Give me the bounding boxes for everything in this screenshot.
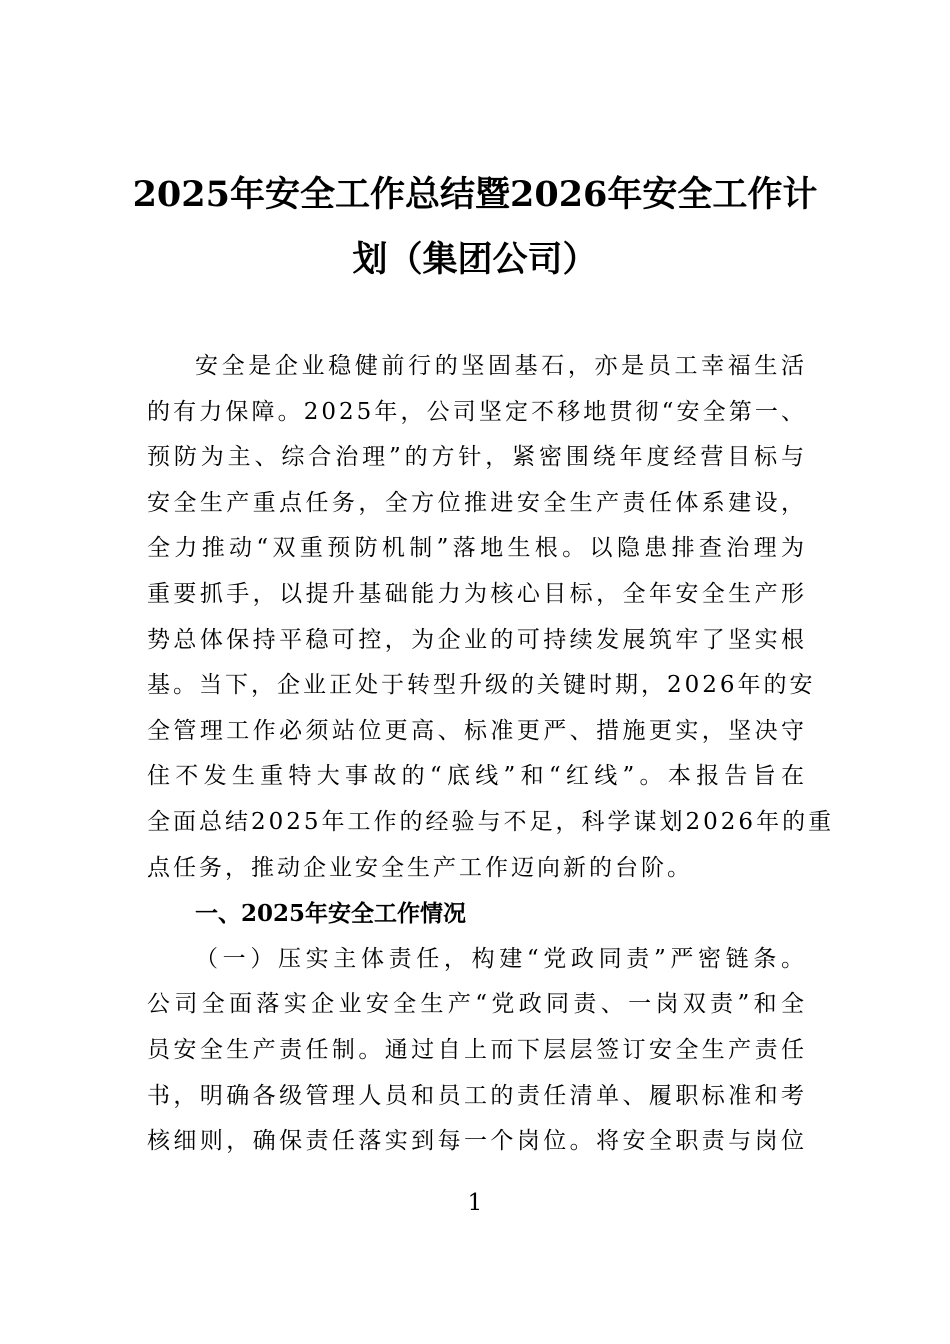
paragraph-line: 公司全面落实企业安全生产“党政同责、一岗双责”和全 (147, 991, 807, 1018)
page-number: 1 (467, 1190, 483, 1216)
paragraph-line: 重要抓手，以提升基础能力为核心目标，全年安全生产形 (147, 580, 807, 607)
paragraph-line: 预防为主、综合治理”的方针，紧密围绕年度经营目标与 (147, 444, 807, 471)
paragraph-line: 书，明确各级管理人员和员工的责任清单、履职标准和考 (147, 1082, 807, 1109)
document-title-line-1: 2025年安全工作总结暨2026年安全工作计 (132, 174, 818, 215)
paragraph-line: 基。当下，企业正处于转型升级的关键时期，2026年的安 (147, 672, 816, 699)
subsection-heading-line: （一）压实主体责任，构建“党政同责”严密链条。 (195, 945, 807, 972)
paragraph-line: 点任务，推动企业安全生产工作迈向新的台阶。 (147, 854, 693, 881)
paragraph-line: 员安全生产责任制。通过自上而下层层签订安全生产责任 (147, 1036, 807, 1063)
paragraph-line: 全管理工作必须站位更高、标准更严、措施更实，坚决守 (147, 717, 807, 744)
paragraph-line: 全面总结2025年工作的经验与不足，科学谋划2026年的重 (147, 808, 835, 835)
document-title-line-2: 划（集团公司） (352, 239, 598, 280)
paragraph-line: 全力推动“双重预防机制”落地生根。以隐患排查治理为 (147, 535, 807, 562)
paragraph-line: 住不发生重特大事故的“底线”和“红线”。本报告旨在 (147, 763, 807, 790)
paragraph-line: 安全是企业稳健前行的坚固基石，亦是员工幸福生活 (195, 353, 807, 379)
paragraph-line: 的有力保障。2025年，公司坚定不移地贯彻“安全第一、 (147, 398, 807, 425)
paragraph-line: 势总体保持平稳可控，为企业的可持续发展筑牢了坚实根 (147, 626, 807, 653)
document-body (147, 344, 835, 1165)
section-heading: 一、2025年安全工作情况 (195, 900, 467, 928)
paragraph-line: 核细则，确保责任落实到每一个岗位。将安全职责与岗位 (147, 1128, 807, 1155)
paragraph-line: 安全生产重点任务，全方位推进安全生产责任体系建设， (147, 489, 807, 516)
